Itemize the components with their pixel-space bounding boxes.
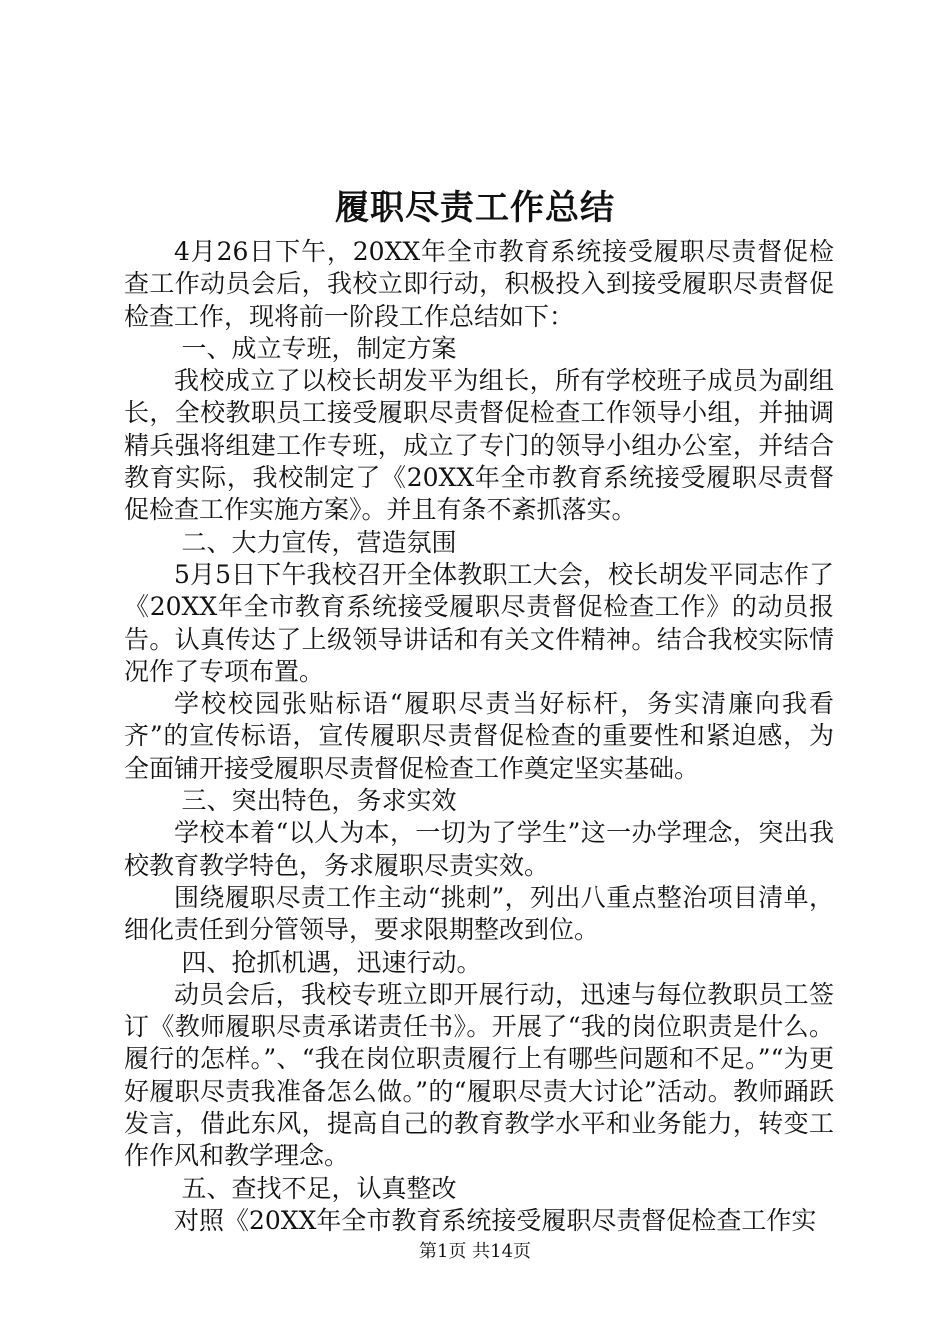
paragraph: 对照《20XX年全市教育系统接受履职尽责督促检查工作实: [174, 1205, 817, 1235]
paragraph: 学校校园张贴标语“履职尽责当好标杆，务实清廉向我看齐”的宣传标语，宣传履职尽责督促检查的重要性和紧迫感，为全面铺开接受履职尽责督促检查工作奠定坚实基础。: [124, 689, 834, 783]
paragraph: 我校成立了以校长胡发平为组长，所有学校班子成员为副组长，全校教职员工接受履职尽责督促检查工作领导小组，并抽调精兵强将组建工作专班，成立了专门的领导小组办公室，并结合教育实际，我校制定了《20XX年全市教育系统接受履职尽责督促检查工作实施方案》。并且有条不紊抓落实。: [124, 366, 834, 525]
document-body: [124, 236, 834, 1237]
paragraph: 5月5日下午我校召开全体教职工大会，校长胡发平同志作了《20XX年全市教育系统接受履职尽责督促检查工作》的动员报告。认真传达了上级领导讲话和有关文件精神。结合我校实际情况作了专项布置。: [124, 559, 834, 686]
paragraph: 动员会后，我校专班立即开展行动，迅速与每位教职员工签订《教师履职尽责承诺责任书》。开展了“我的岗位职责是什么。履行的怎样。”、“我在岗位职责履行上有哪些问题和不足。”“为更好履职尽责我准备怎么做。”的“履职尽责大讨论”活动。教师踊跃发言，借此东风，提高自己的教育教学水平和业务能力，转变工作作风和教学理念。: [124, 979, 834, 1171]
page-footer: 第1页 共14页: [418, 1241, 532, 1262]
document-title: 履职尽责工作总结: [335, 188, 615, 228]
section-heading: 二、大力宣传，营造氛围: [181, 527, 457, 557]
section-heading: 三、突出特色，务求实效: [181, 786, 457, 816]
paragraph: 围绕履职尽责工作主动“挑刺”，列出八重点整治项目清单，细化责任到分管领导，要求限期整改到位。: [124, 882, 834, 945]
paragraph: 4月26日下午，20XX年全市教育系统接受履职尽责督促检查工作动员会后，我校立即行动，积极投入到接受履职尽责督促检查工作，现将前一阶段工作总结如下：: [124, 237, 834, 331]
section-heading: 四、抢抓机遇，迅速行动。: [181, 947, 482, 977]
paragraph: 学校本着“以人为本，一切为了学生”这一办学理念，突出我校教育教学特色，务求履职尽责实效。: [124, 818, 834, 880]
section-heading: 五、查找不足，认真整改: [181, 1173, 457, 1203]
section-heading: 一、成立专班，制定方案: [181, 333, 457, 363]
